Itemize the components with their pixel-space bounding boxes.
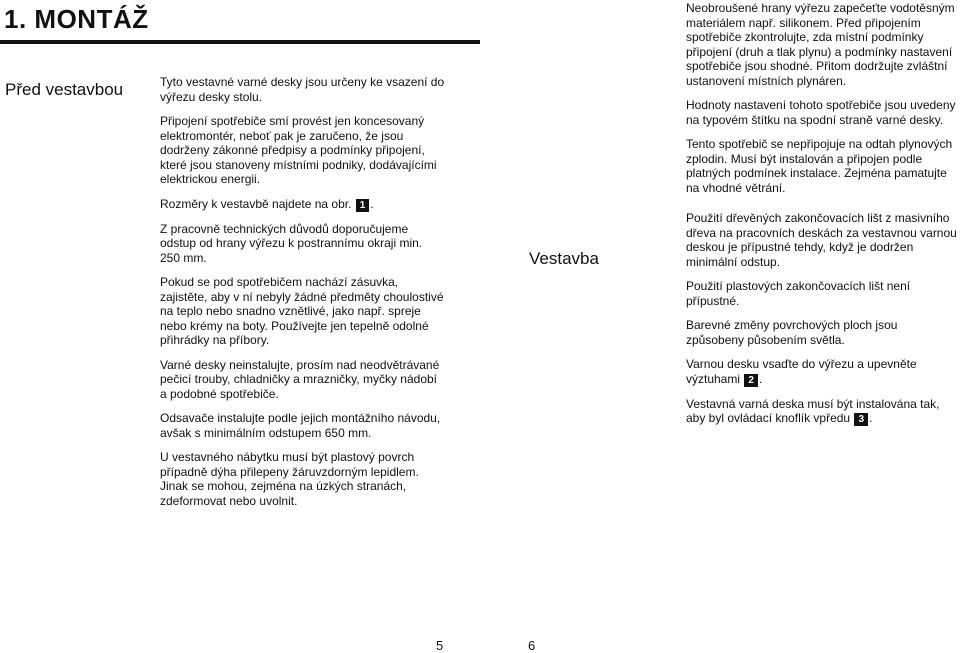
- figure-badge-1: 1: [356, 199, 370, 212]
- paragraph-figure-reference: [686, 397, 958, 427]
- paragraph-text: Vestavná varná deska musí být instalována tak, aby byl ovládací knoflík vpředu: [686, 396, 940, 425]
- page-number-left: 5: [436, 638, 444, 653]
- paragraph: Neobroušené hrany výřezu zapečeťte vodotěsným materiálem např. silikonem. Před připojením spotřebiče zkontrolujte, zda místní podmínky připojení (druh a tlak plynu) a podmínky nastavení spotřebiče jsou shodné. Přitom dodržujte zvláštní ustanovení místních plynáren.: [686, 1, 955, 88]
- paragraph-text: Rozměry k vestavbě najdete na obr.: [160, 196, 355, 211]
- section-name: MONTÁŽ: [34, 4, 149, 34]
- paragraph-text: Varnou desku vsaďte do výřezu a upevněte výztuhami: [686, 357, 917, 386]
- right-column: [686, 1, 958, 436]
- paragraph: Barevné změny povrchových ploch jsou způsobeny působením světla.: [686, 318, 898, 347]
- paragraph: Pokud se pod spotřebičem nachází zásuvka, zajistěte, aby v ní nebyly žádné předměty choulostivé na teplo nebo snadno vznětlivé, jako např. spreje nebo krémy na boty. Používejte jen tepelně odolné přihrádky na příbory.: [160, 275, 444, 347]
- section-title: [4, 4, 149, 35]
- paragraph: Použití plastových zakončovacích lišt není přípustné.: [686, 279, 911, 308]
- paragraph: Připojení spotřebiče smí provést jen koncesovaný elektromontér, neboť pak je zaručeno, že jsou dodrženy zákonné předpisy a podmínky připojení, které jsou stanoveny místními podniky, dodávajícími elektrickou energii.: [160, 114, 437, 186]
- paragraph: Hodnoty nastavení tohoto spotřebiče jsou uvedeny na typovém štítku na spodní straně varné desky.: [686, 98, 956, 127]
- paragraph: U vestavného nábytku musí být plastový povrch případně dýha přilepeny žáruvzdorným lepidlem. Jinak se mohou, zejména na úzkých stranách, zdeformovat nebo uvolnit.: [160, 450, 419, 508]
- paragraph: Tyto vestavné varné desky jsou určeny ke vsazení do výřezu desky stolu.: [160, 75, 445, 104]
- left-column: [160, 75, 445, 518]
- paragraph: Odsavače instalujte podle jejich montážního návodu, avšak s minimálním odstupem 650 mm.: [160, 411, 441, 440]
- paragraph-figure-reference: [160, 197, 445, 212]
- paragraph-text: .: [758, 371, 763, 386]
- side-heading-before-installation: Před vestavbou: [5, 80, 124, 99]
- figure-badge-2: 2: [744, 374, 758, 387]
- paragraph-text: .: [869, 411, 873, 425]
- page-number-right: 6: [528, 638, 536, 653]
- paragraph: Z pracovně technických důvodů doporučujeme odstup od hrany výřezu k postrannímu okraji min. 250 mm.: [160, 221, 423, 265]
- side-heading-installation: Vestavba: [529, 249, 599, 268]
- paragraph: Použití dřevěných zakončovacích lišt z masivního dřeva na pracovních deskách za vestavnou varnou deskou je přípustné tehdy, když je dodržen minimální odstup.: [686, 211, 957, 269]
- paragraph-text: .: [370, 196, 374, 211]
- paragraph: Varné desky neinstalujte, prosím nad neodvětrávané pečicí trouby, chladničky a mrazničky, myčky nádobí a podobné spotřebiče.: [160, 357, 440, 401]
- paragraph: Tento spotřebič se nepřipojuje na odtah plynových zplodin. Musí být instalován a připojen podle platných podmínek instalace. Zejména pamatujte na vhodné větrání.: [686, 137, 953, 195]
- figure-badge-3: 3: [854, 413, 868, 426]
- paragraph-figure-reference: [686, 357, 958, 387]
- section-number: 1.: [4, 4, 27, 34]
- title-underline: [0, 40, 480, 44]
